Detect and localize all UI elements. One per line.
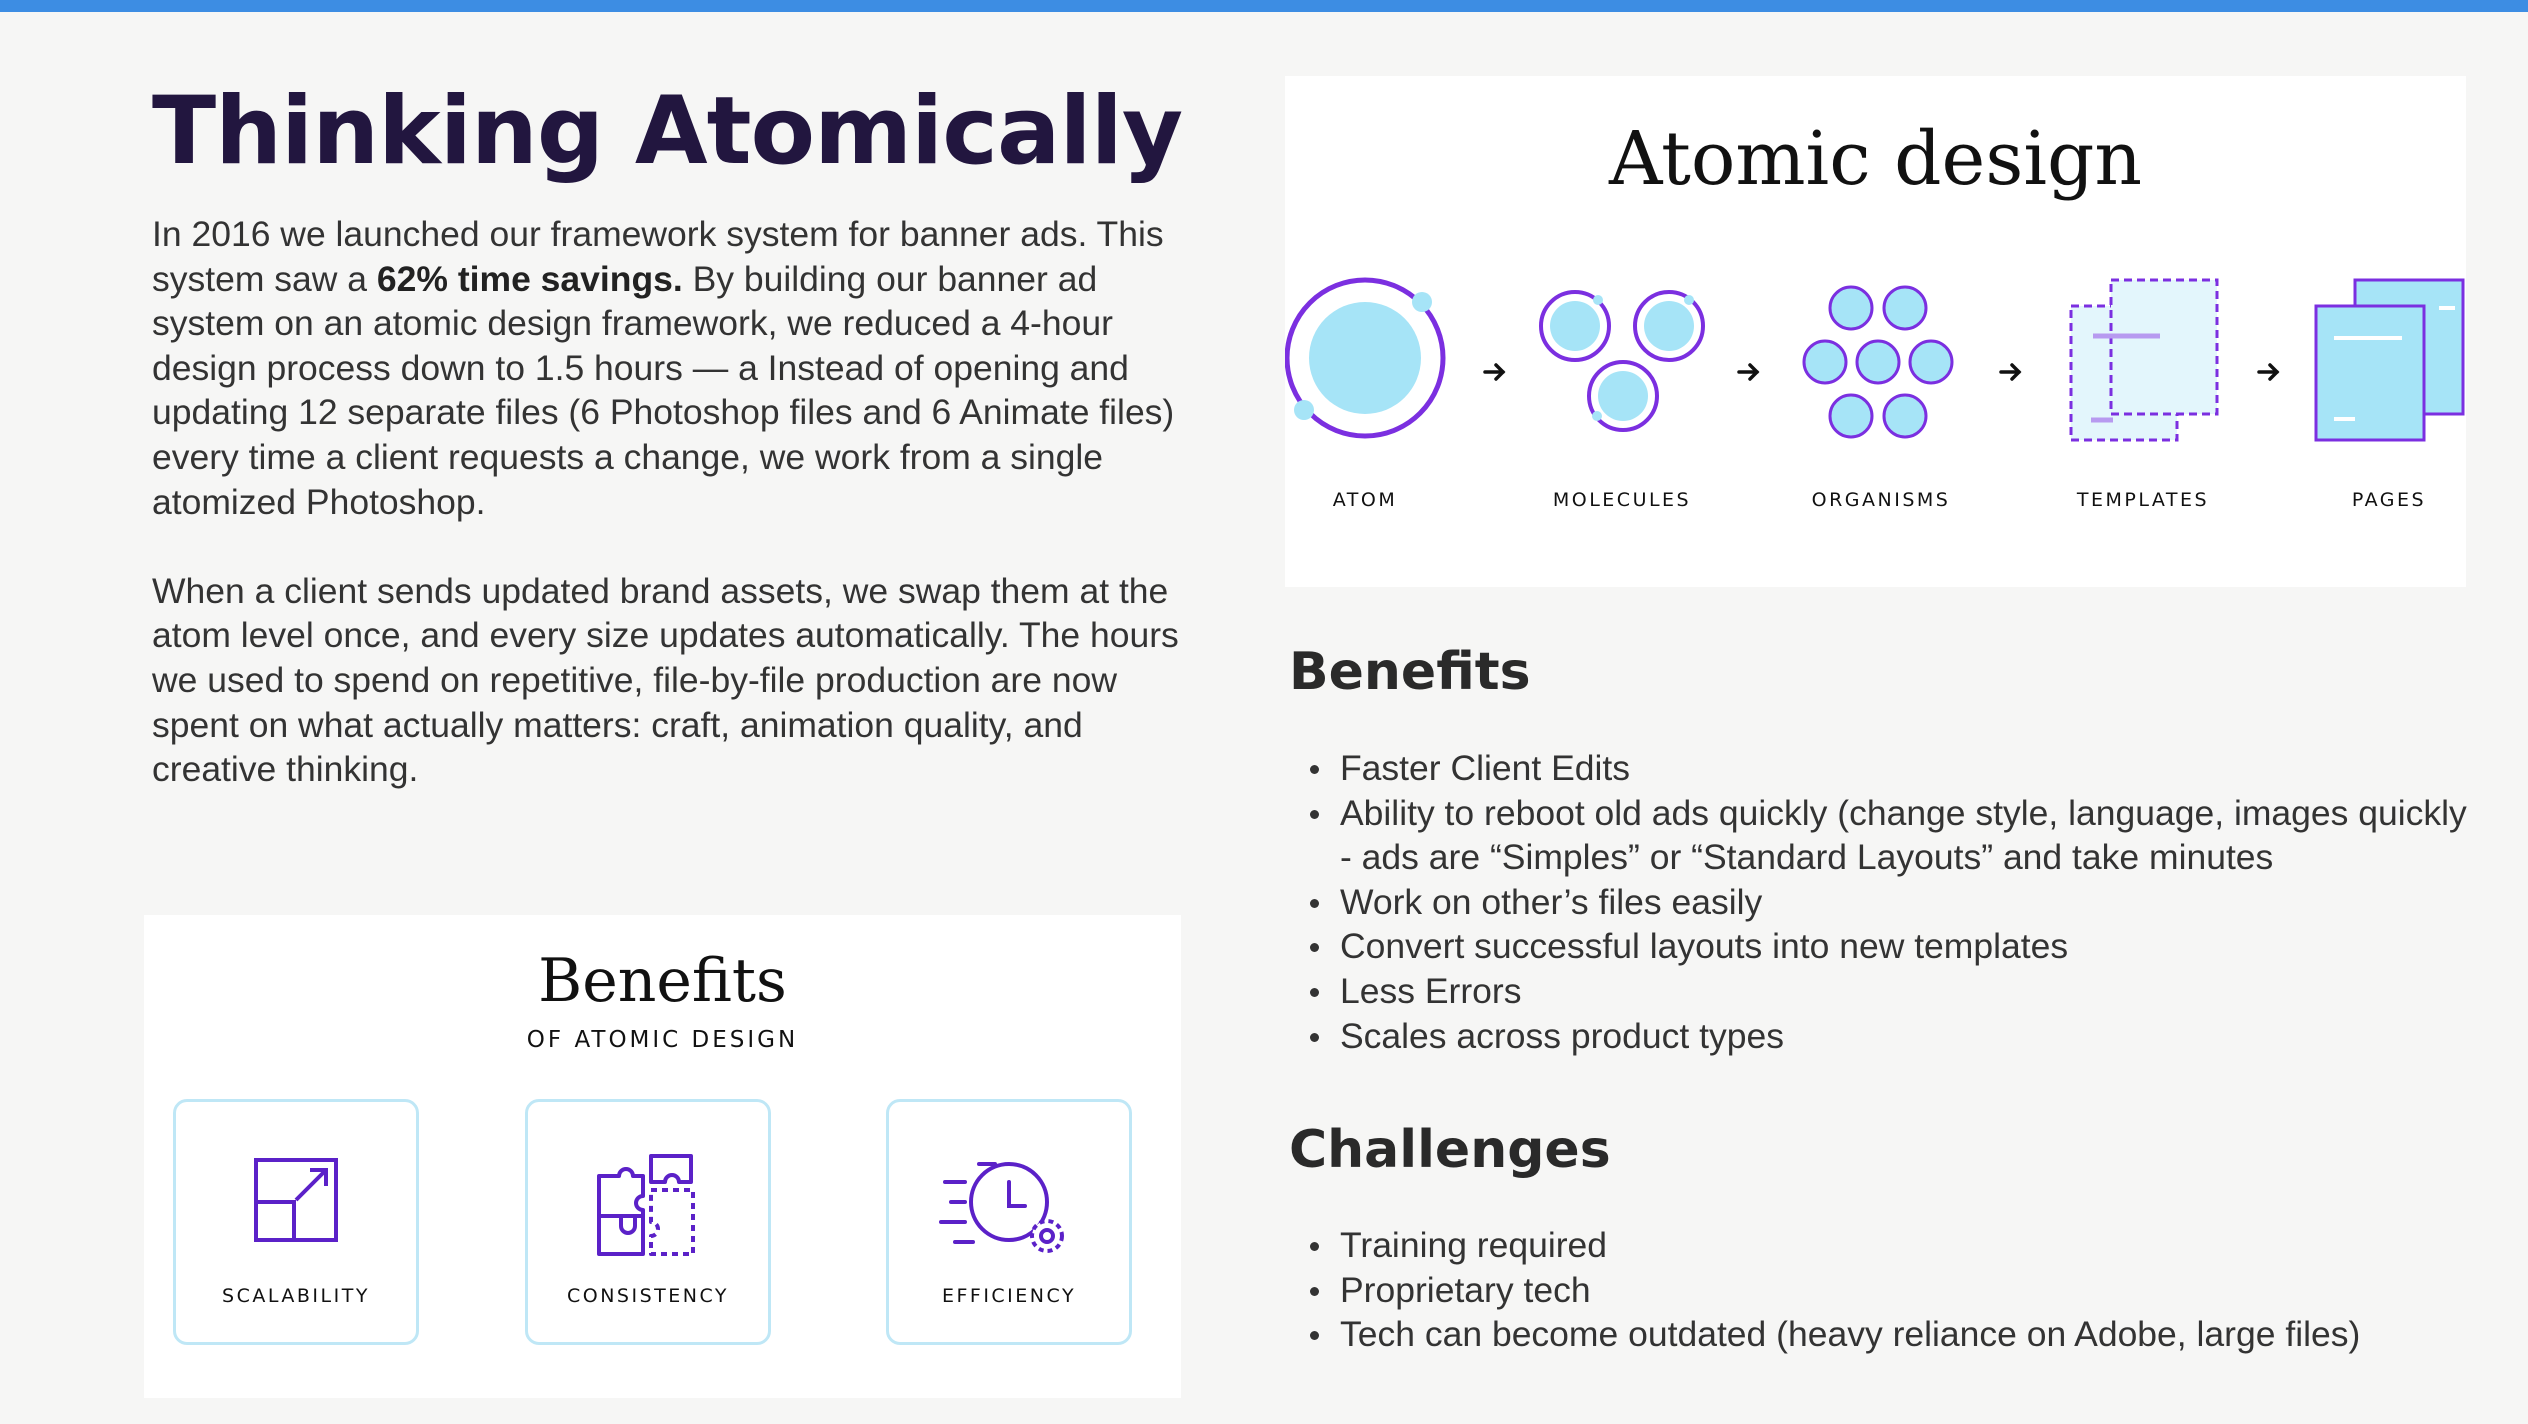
tile-label-scalability: SCALABILITY [222,1285,370,1307]
benefits-card-title: Benefits [538,946,787,1016]
stage-label-atom: ATOM [1332,489,1398,511]
intro-paragraph-1: In 2016 we launched our framework system for banner ads. This system saw a 62% time savings. By building our banner ad system on an atomic design framework, we reduced a 4-hour design process down to 1.5 hours — a Instead of opening and updating 12 separate files (6 Photoshop files and 6 Animate files) every time a client requests a change, we work from a single atomized Photoshop. [152,214,1175,522]
clock-gear-icon [939,1152,1079,1262]
benefits-card-subtitle: OF ATOMIC DESIGN [526,1027,799,1053]
tile-efficiency [886,1099,1132,1345]
top-accent-bar [0,0,2528,12]
pages-icon [2316,280,2463,440]
scalability-icon [248,1152,344,1248]
molecules-icon [1541,292,1703,430]
arrow-icon [1485,365,1503,379]
challenges-list [1300,1223,2480,1357]
puzzle-icon [593,1152,703,1262]
tile-label-consistency: CONSISTENCY [566,1285,730,1307]
benefits-heading: Benefits [1289,642,1531,702]
tile-label-efficiency: EFFICIENCY [941,1285,1077,1307]
tile-consistency [525,1099,771,1345]
stage-label-molecules: MOLECULES [1552,489,1692,511]
list-item: Convert successful layouts into new templates [1300,924,2480,969]
templates-icon [2071,280,2217,440]
benefits-list [1300,746,2480,1058]
atom-icon [1287,280,1443,436]
time-savings-highlight: 62% time savings. [376,258,683,299]
list-item: Faster Client Edits [1300,746,2480,791]
arrow-icon [1739,365,1757,379]
atomic-design-title: Atomic design [1608,116,2143,202]
list-item: Proprietary tech [1300,1268,2480,1313]
organisms-icon [1804,287,1952,437]
benefits-graphic-card [144,915,1181,1398]
list-item: Less Errors [1300,969,2480,1014]
list-item: Tech can become outdated (heavy reliance on Adobe, large files) [1300,1312,2480,1357]
arrow-icon [2259,365,2277,379]
stage-label-pages: PAGES [2351,489,2427,511]
page-title: Thinking Atomically [152,77,1183,186]
list-item: Ability to reboot old ads quickly (change style, language, images quickly - ads are “Simples” or “Standard Layouts” and take minutes [1300,791,2480,880]
intro-text [152,212,1182,792]
list-item: Training required [1300,1223,2480,1268]
list-item: Work on other’s files easily [1300,880,2480,925]
challenges-heading: Challenges [1289,1120,1611,1180]
list-item: Scales across product types [1300,1014,2480,1059]
stage-label-organisms: ORGANISMS [1811,489,1951,511]
stage-label-templates: TEMPLATES [2076,489,2210,511]
intro-paragraph-2: When a client sends updated brand assets, we swap them at the atom level once, and every size updates automatically. The hours we used to spend on repetitive, file-by-file production are now spent on what actually matters: craft, animation quality, and creative thinking. [152,570,1179,790]
tile-scalability [173,1099,419,1345]
atomic-design-diagram [1285,76,2466,587]
arrow-icon [2001,365,2019,379]
